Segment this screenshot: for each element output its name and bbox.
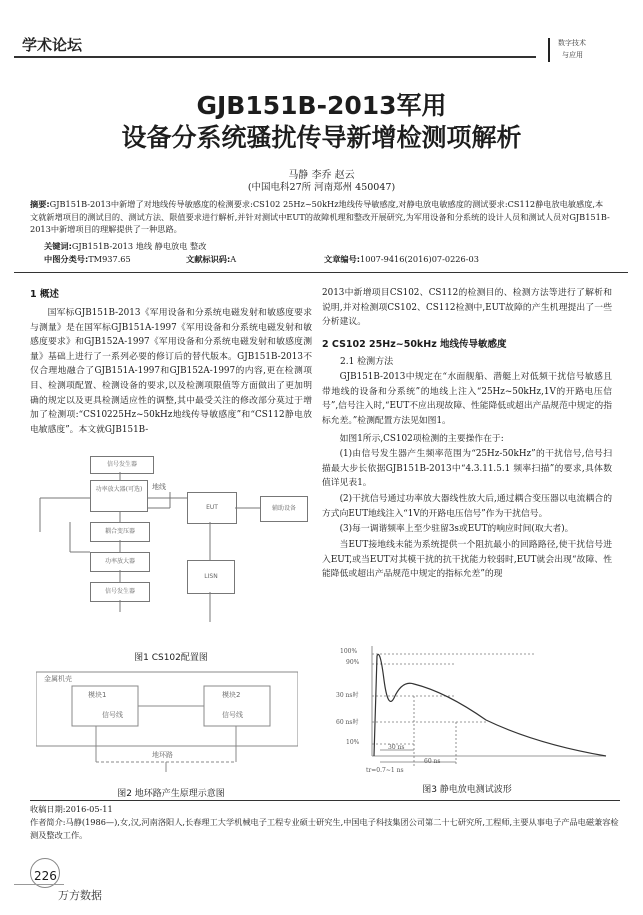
keywords — [44, 241, 206, 252]
fig1-eut-box: EUT — [187, 492, 237, 524]
failure-paragraph: 当EUT接地线未能为系统提供一个阻抗最小的回路路径,使干扰信号进入EUT,或当EUT对其模干扰的抗干扰能力较弱时,EUT就会出现“故障、性能降低或超出产品规范中规定的指标允差”的现 — [322, 540, 612, 580]
doc-code-label: 文献标识码: — [186, 254, 231, 264]
heading-method: 2.1 检测方法 — [340, 357, 394, 367]
heading-overview: 1 概述 — [30, 289, 59, 300]
clc-label: 中图分类号: — [44, 254, 89, 264]
step-2: (2)干扰信号通过功率放大器线性放大后,通过耦合变压器以电流耦合的方式向EUT地线注入“1V的开路电压信号”作为干扰信号。 — [322, 494, 612, 519]
wanfang-rule — [14, 884, 64, 885]
fig3-label-tr: tr=0.7~1 ns — [366, 767, 404, 774]
abstract-rule — [14, 272, 628, 273]
fig1-amplifier-box: 功率放大器(可选) — [90, 480, 148, 512]
header-rule — [14, 56, 536, 58]
overview-paragraph: 国军标GJB151B-2013《军用设备和分系统电磁发射和敏感度要求与测量》是在国军标GJB151A-1997《军用设备和分系统电磁发射和敏感度要求》和GJB152A-1997《军用设备和分系统电磁发射和敏感度测量》基础上进行了一系列必要的修订后的替代版本。GJB151B-2013不仅合理地融合了GJB151A-1997和GJB152A-1997的内容,更在检测项目、检测项配置、检测设备的要求,以及检测项限值等方面做出了更加明确的规定以及更具检测适应性的调整,其中最受关注的修改部分莫过于增加了检测项:“CS10225Hz~50kHz地线传导敏感度”和“CS112静电放电敏感度”。本文就GJB151B- — [30, 308, 312, 435]
affiliation: (中国电科27所 河南郑州 450047) — [247, 182, 396, 193]
wanfang-watermark: 万方数据 — [58, 889, 102, 902]
figure-3 — [336, 640, 616, 776]
figure-2 — [36, 666, 298, 774]
right-continuation: 2013中新增项目CS102、CS112的检测目的、检测方法等进行了解析和说明,并对检测项CS102、CS112检测中,EUT故障的产生机理提出了一些分析建议。 — [322, 288, 612, 328]
figure-1-caption: 图1 CS102配置图 — [134, 653, 208, 663]
fig2-module2-label: 模块2 — [222, 691, 241, 699]
received-date: 收稿日期:2016-05-11 — [30, 804, 113, 814]
title-line2: 设备分系统骚扰传导新增检测项解析 — [121, 123, 522, 152]
page-number: 226 — [34, 869, 57, 883]
doc-code-value: A — [230, 254, 237, 264]
fig2-module1-label: 模块1 — [88, 691, 107, 699]
keywords-label: 关键词: — [44, 241, 72, 251]
clc — [44, 254, 131, 265]
fig2-signal-line2: 信号线 — [222, 711, 243, 719]
fig1-ground-label: 地线 — [152, 483, 166, 491]
title-line1: GJB151B-2013军用 — [196, 91, 447, 120]
figure-3-caption: 图3 静电放电测试波形 — [422, 785, 512, 795]
fig3-label-30: 30 ns — [388, 744, 405, 751]
fig2-signal-line1: 信号线 — [102, 711, 123, 719]
step-1: (1)由信号发生器产生频率范围为“25Hz-50kHz”的干扰信号,信号扫描最大步长依据GJB151B-2013中“4.3.11.5.1 频率扫描”的要求,具体数值详见表1。 — [322, 449, 612, 489]
footer-rule — [30, 800, 620, 801]
fig3-label-100: 100% — [340, 648, 358, 655]
fig1-aux-box: 辅助设备 — [260, 496, 308, 522]
authors: 马静 李乔 赵云 — [288, 170, 355, 181]
abstract — [30, 198, 610, 236]
figure-2-caption: 图2 地环路产生原理示意图 — [117, 789, 225, 799]
doc-code — [186, 254, 236, 265]
fig3-label-30ns: 30 ns时 — [336, 692, 359, 699]
abstract-text: GJB151B-2013中新增了对地线传导敏感度的检测要求:CS102 25Hz~50kHz地线传导敏感度,对静电放电敏感度的测试要求:CS112静电放电敏感度,本文就新增项目的测试目的、测试方法、限值要求进行解析,并针对测试中EUT的故障机理和整改开展研究,为军用设备和分系统的设计人员和测试人员对GJB151B-2013中新增项目的理解提供了一种思路。 — [30, 199, 610, 234]
heading-cs102: 2 CS102 25Hz~50kHz 地线传导敏感度 — [322, 339, 507, 350]
article-no — [324, 254, 479, 265]
method-intro: 如图1所示,CS102项检测的主要操作在于: — [339, 434, 504, 444]
fig1-power-amp-box: 功率放大器 — [90, 552, 150, 572]
fig1-signal-gen-box: 信号发生器 — [90, 456, 154, 474]
fig1-source-box: 信号发生器 — [90, 582, 150, 602]
logo-line1: 数字技术 — [558, 39, 586, 47]
fig3-label-90: 90% — [346, 659, 360, 666]
article-no-label: 文章编号: — [324, 254, 361, 264]
author-bio: 作者简介:马静(1986—),女,汉,河南洛阳人,长春理工大学机械电子工程专业硕士研究生,中国电子科技集团公司第二十七研究所,工程师,主要从事电子产品电磁兼容检测及整改工作。 — [30, 817, 619, 840]
logo-line2: 与应用 — [562, 51, 583, 59]
article-no-value: 1007-9416(2016)07-0226-03 — [360, 254, 479, 264]
fig3-label-10: 10% — [346, 739, 360, 746]
figure-1-lines — [30, 452, 312, 646]
method-paragraph: GJB151B-2013中规定在“水面舰船、潜艇上对低频干扰信号敏感且带地线的设备和分系统”的地线上注入“25Hz~50kHz,1V的开路电压信号”,信号注入时,“EUT不应出现故障、性能降低或超出产品规范中规定的指标允差。”检测配置方法见如图1。 — [322, 372, 612, 426]
step-3: (3)每一调谐频率上至少驻留3s或EUT的响应时间(取大者)。 — [339, 524, 574, 534]
fig1-coupling-box: 耦合变压器 — [90, 522, 150, 542]
journal-logo — [548, 36, 608, 64]
clc-value: TM937.65 — [88, 254, 131, 264]
section-tag: 学术论坛 — [22, 36, 83, 54]
figure-1 — [30, 452, 312, 646]
keywords-text: GJB151B-2013 地线 静电放电 整改 — [71, 241, 207, 251]
abstract-label: 摘要: — [30, 199, 50, 209]
fig3-label-60ns: 60 ns时 — [336, 719, 359, 726]
fig3-label-60: 60 ns — [424, 758, 441, 765]
fig2-metal-case-label: 金属机壳 — [44, 675, 72, 683]
fig2-ground-loop-label: 地环路 — [152, 751, 173, 759]
fig1-lisn-box: LISN — [187, 560, 235, 594]
figure-3-waveform — [336, 640, 616, 776]
